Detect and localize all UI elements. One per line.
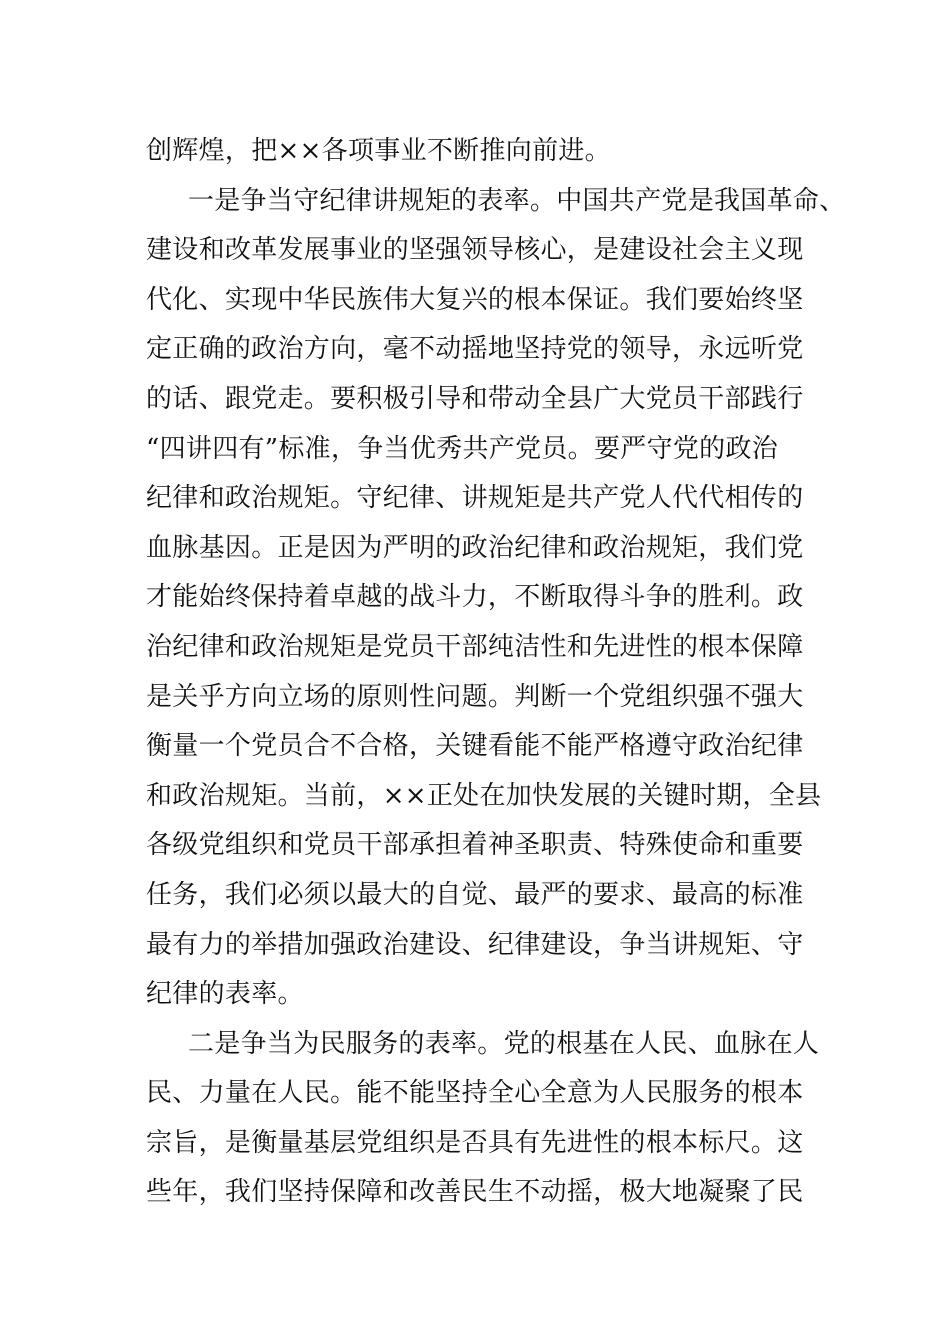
text-line: 民、力量在人民。能不能坚持全心全意为人民服务的根本 [146, 1078, 804, 1109]
paragraph-2-first-line: 二是争当为民服务的表率。党的根基在人民、血脉在人 [188, 1028, 820, 1059]
text-line: 的话、跟党走。要积极引导和带动全县广大党员干部践行 [146, 383, 804, 414]
text-line: 些年，我们坚持保障和改善民生不动摇，极大地凝聚了民 [146, 1177, 804, 1208]
text-line: 最有力的举措加强政治建设、纪律建设，争当讲规矩、守 [146, 929, 804, 960]
text-line: 建设和改革发展事业的坚强领导核心，是建设社会主义现 [146, 235, 804, 266]
text-line: 各级党组织和党员干部承担着神圣职责、特殊使命和重要 [146, 830, 804, 861]
text-line: 才能始终保持着卓越的战斗力，不断取得斗争的胜利。政 [146, 582, 804, 613]
text-line: 和政治规矩。当前，××正处在加快发展的关键时期，全县 [146, 780, 822, 811]
text-line: 宗旨，是衡量基层党组织是否具有先进性的根本标尺。这 [146, 1127, 804, 1158]
paragraph-1-first-line: 一是争当守纪律讲规矩的表率。中国共产党是我国革命、 [188, 185, 846, 216]
text-line: 任务，我们必须以最大的自觉、最严的要求、最高的标准 [146, 879, 804, 910]
text-line: 纪律和政治规矩。守纪律、讲规矩是共产党人代代相传的 [146, 483, 804, 514]
text-line: 衡量一个党员合不合格，关键看能不能严格遵守政治纪律 [146, 731, 804, 762]
text-line: 血脉基因。正是因为严明的政治纪律和政治规矩，我们党 [146, 532, 804, 563]
text-line: “四讲四有”标准，争当优秀共产党员。要严守党的政治 [146, 433, 779, 464]
text-line: 创辉煌，把××各项事业不断推向前进。 [146, 136, 611, 166]
text-line: 定正确的政治方向，毫不动摇地坚持党的领导，永远听党 [146, 334, 804, 365]
text-line: 代化、实现中华民族伟大复兴的根本保证。我们要始终坚 [146, 284, 804, 315]
text-line: 是关乎方向立场的原则性问题。判断一个党组织强不强大 [146, 681, 804, 712]
text-line: 治纪律和政治规矩是党员干部纯洁性和先进性的根本保障 [146, 631, 804, 662]
document-body [146, 127, 846, 1218]
text-line: 纪律的表率。 [146, 979, 304, 1010]
